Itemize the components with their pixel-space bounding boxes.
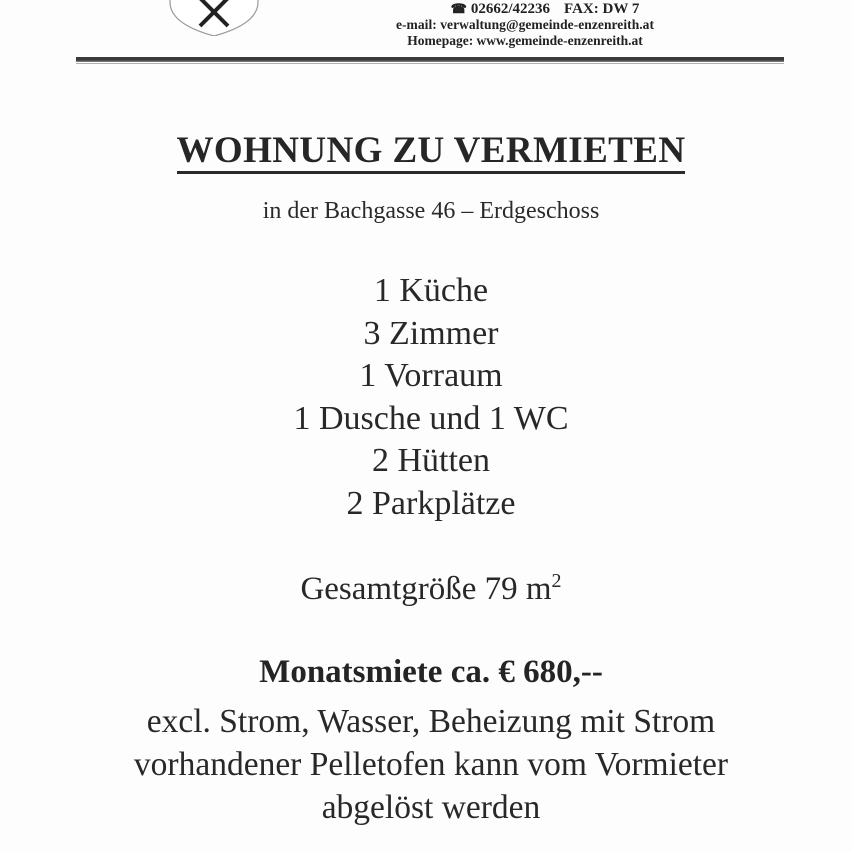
room-item-kitchen: 1 Küche [373,272,489,309]
monthly-rent: Monatsmiete ca. € 680,-- [259,654,603,690]
telephone-icon: ☎ [450,1,467,16]
note-line-takeover: abgelöst werden [321,789,541,826]
total-size-label: Gesamtgröße 79 m [300,571,552,607]
room-item-hallway: 1 Vorraum [359,357,503,394]
room-item-sheds: 2 Hütten [371,442,491,479]
fax-number: FAX: DW 7 [564,1,640,17]
phone-line [360,1,690,17]
note-line-utilities: excl. Strom, Wasser, Beheizung mit Strom [146,703,716,740]
address-subtitle: in der Bachgasse 46 – Erdgeschoss [262,198,600,224]
header-divider [76,57,784,62]
coat-of-arms-icon [166,0,262,36]
note-line-pellet-stove: vorhandener Pelletofen kann vom Vormieter [133,746,729,783]
room-item-parking: 2 Parkplätze [346,484,516,522]
square-superscript: 2 [551,570,562,592]
room-item-rooms: 3 Zimmer [363,314,499,352]
email-line: e-mail: verwaltung@gemeinde-enzenreith.at [395,17,655,32]
title-text: WOHNUNG ZU VERMIETEN [177,131,686,174]
room-item-shower-wc: 1 Dusche und 1 WC [293,399,569,437]
homepage-line: Homepage: www.gemeinde-enzenreith.at [407,33,643,48]
page-title [0,129,852,174]
phone-number: 02662/42236 [470,1,551,17]
contact-block [360,1,690,49]
rent-notes [0,700,852,829]
room-list [0,270,852,525]
total-size [0,570,852,608]
